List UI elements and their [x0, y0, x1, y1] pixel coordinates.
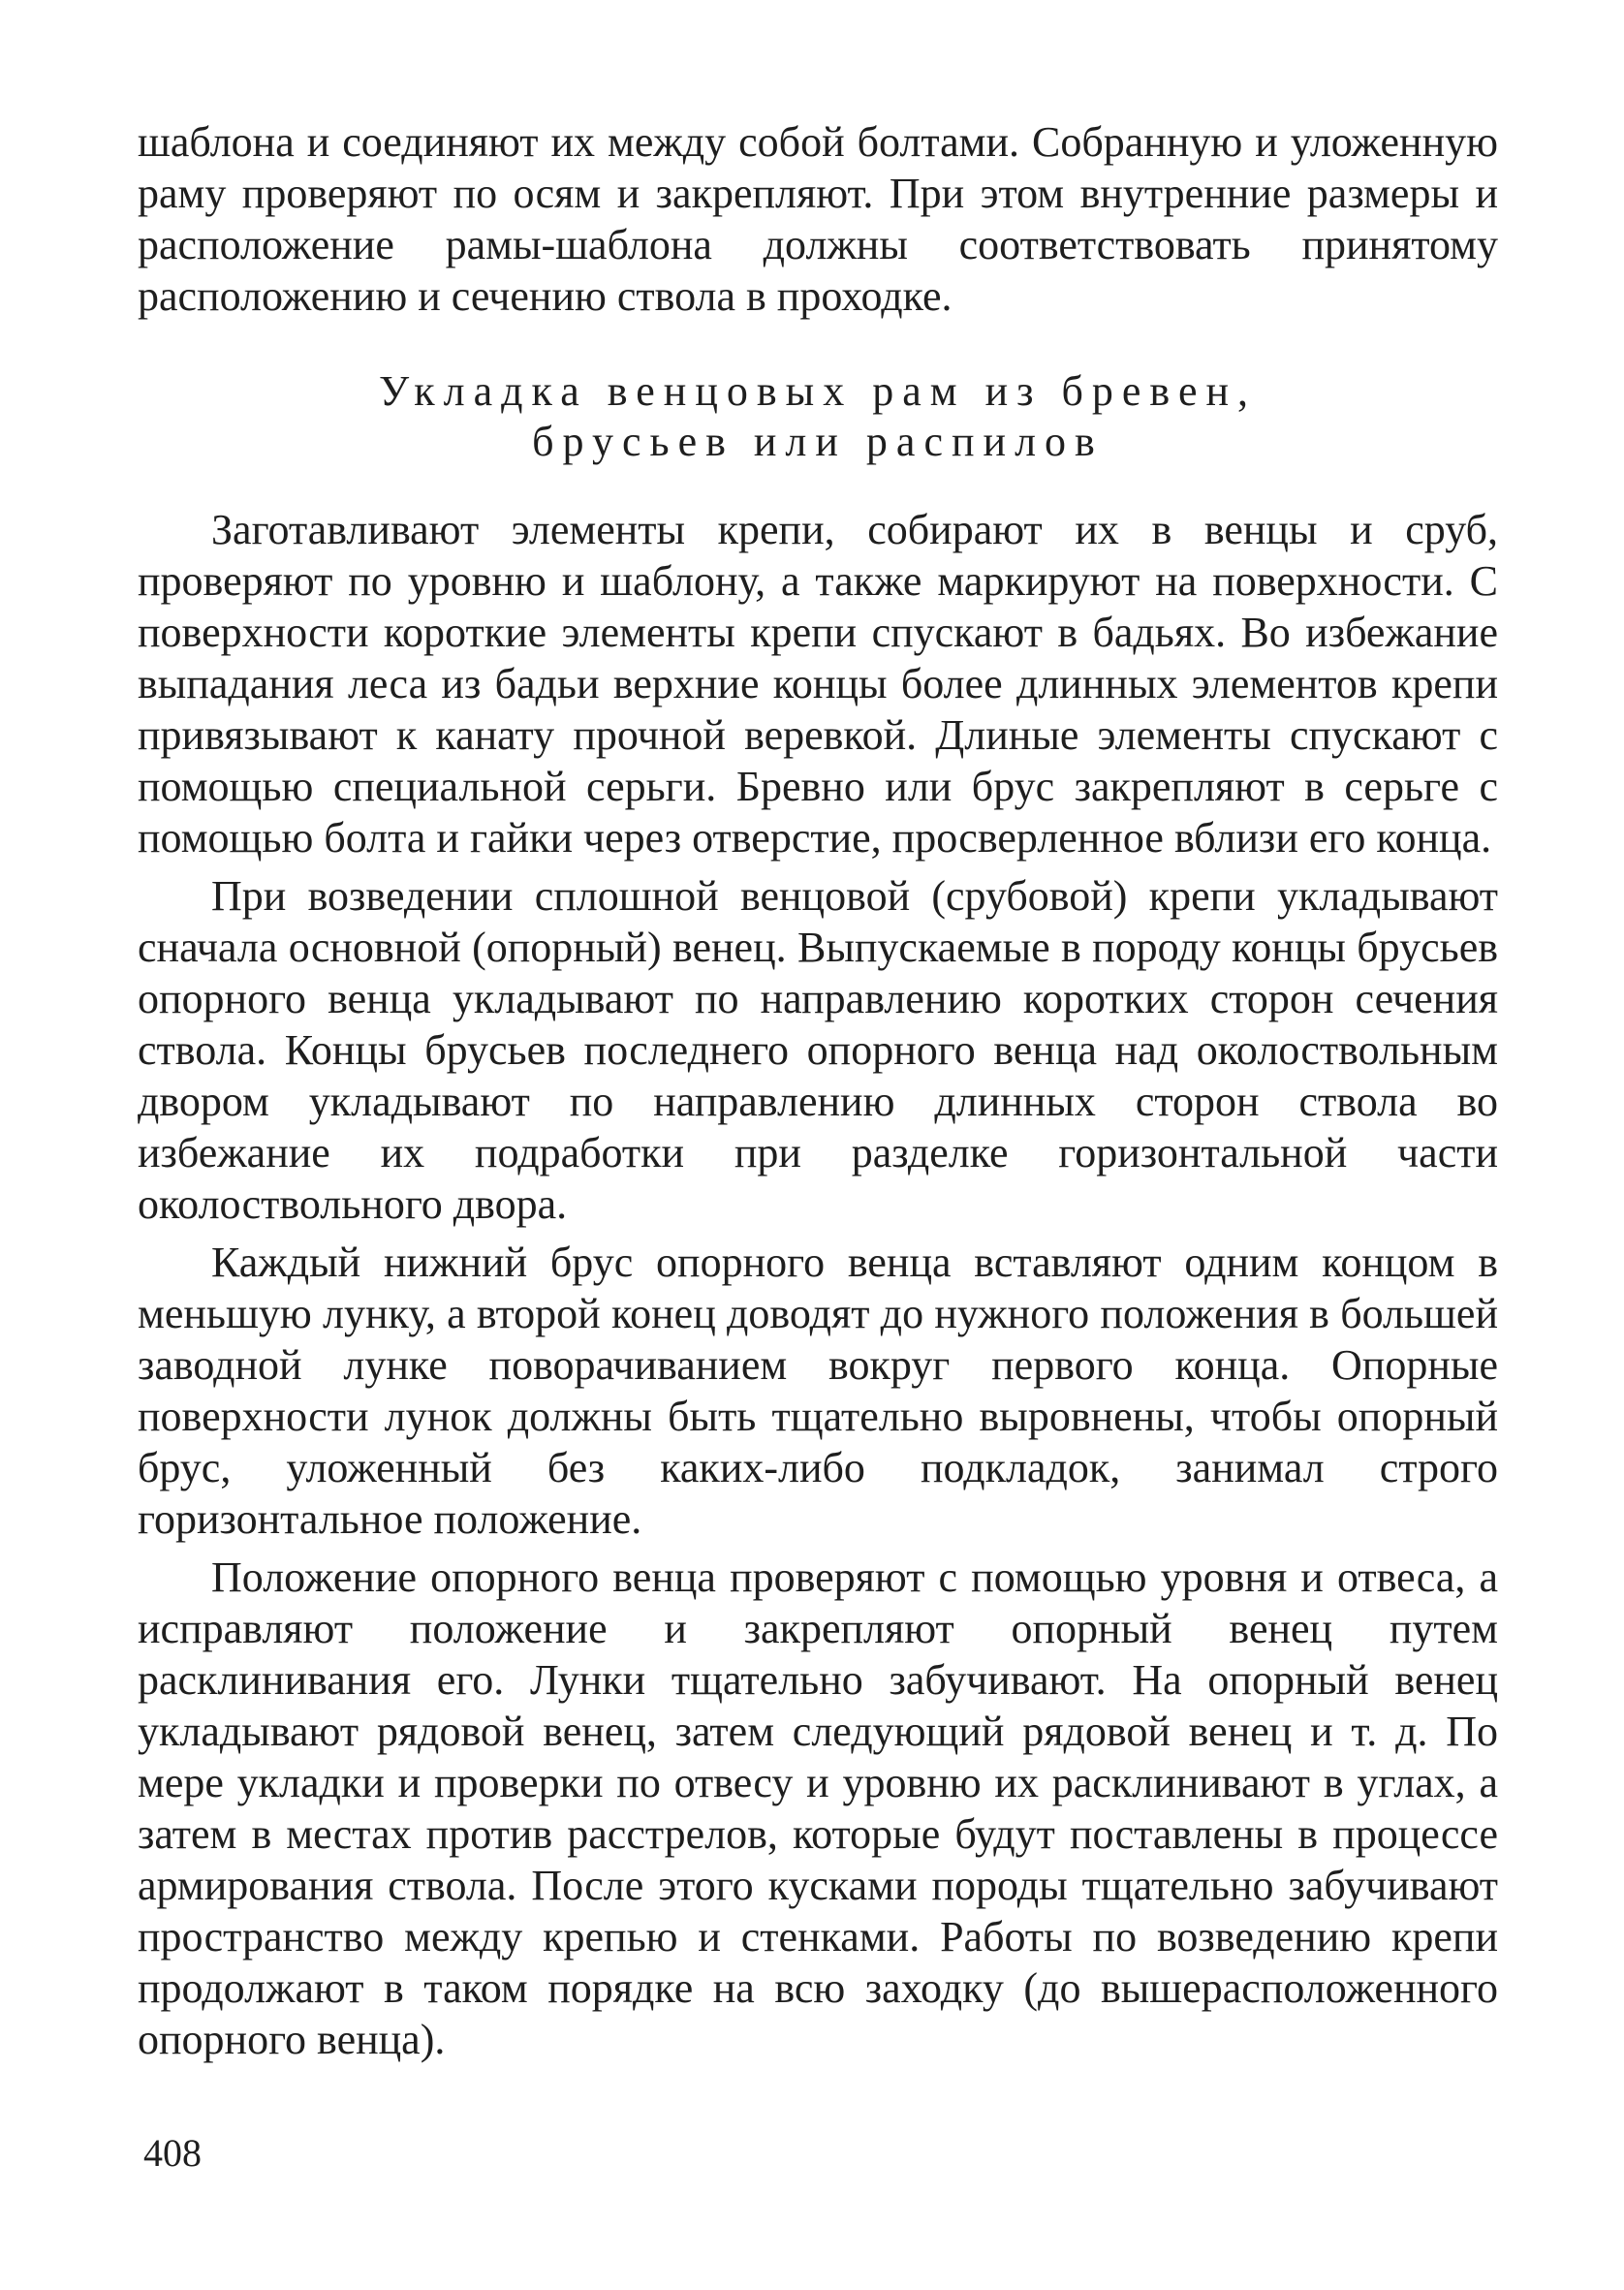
intro-paragraph: шаблона и соединяют их между собой болтами. Собранную и уложенную раму проверяют по осям и закрепляют. При этом внутренние размеры и расположение рамы-шаблона должны соответствовать принятому расположению и сечению ствола в проходке.: [138, 118, 1498, 320]
page-number: 408: [143, 2131, 202, 2175]
section-heading-line-2: брусьев или распилов: [532, 418, 1104, 465]
section-heading-line-1: Укладка венцовых рам из бревен,: [378, 367, 1258, 415]
page-body: [138, 116, 1498, 2065]
paragraph-4: Положение опорного венца проверяют с помощью уровня и отвеса, а исправляют положение и закрепляют опорный венец путем расклинивания его. Лунки тщательно забучивают. На опорный венец укладывают рядовой венец, затем следующий рядовой венец и т. д. По мере укладки и проверки по отвесу и уровню их расклинивают в углах, а затем в местах против расстрелов, которые будут поставлены в процессе армирования ствола. После этого кусками породы тщательно забучивают пространство между крепью и стенками. Работы по возведению крепи продолжают в таком порядке на всю заходку (до вышерасположенного опорного венца).: [138, 1553, 1498, 2063]
paragraph-1: Заготавливают элементы крепи, собирают их в венцы и сруб, проверяют по уровню и шаблону, а также маркируют на поверхности. С поверхности короткие элементы крепи спускают в бадьях. Во избежание выпадания леса из бадьи верхние концы более длинных элементов крепи привязывают к канату прочной веревкой. Длиные элементы спускают с помощью специальной серьги. Бревно или брус закрепляют в серьге с помощью болта и гайки через отверстие, просверленное вблизи его конца.: [138, 506, 1498, 862]
paragraph-2: При возведении сплошной венцовой (срубовой) крепи укладывают сначала основной (опорный) венец. Выпускаемые в породу концы брусьев опорного венца укладывают по направлению коротких сторон сечения ствола. Концы брусьев последнего опорного венца над околоствольным двором укладывают по направлению длинных сторон ствола во избежание их подработки при разделке горизонтальной части околоствольного двора.: [138, 872, 1498, 1228]
section-heading: [138, 366, 1498, 467]
paragraph-3: Каждый нижний брус опорного венца вставляют одним концом в меньшую лунку, а второй конец доводят до нужного положения в большей заводной лунке поворачиванием вокруг первого конца. Опорные поверхности лунок должны быть тщательно выровнены, чтобы опорный брус, уложенный без каких-либо подкладок, занимал строго горизонтальное положение.: [138, 1239, 1498, 1543]
